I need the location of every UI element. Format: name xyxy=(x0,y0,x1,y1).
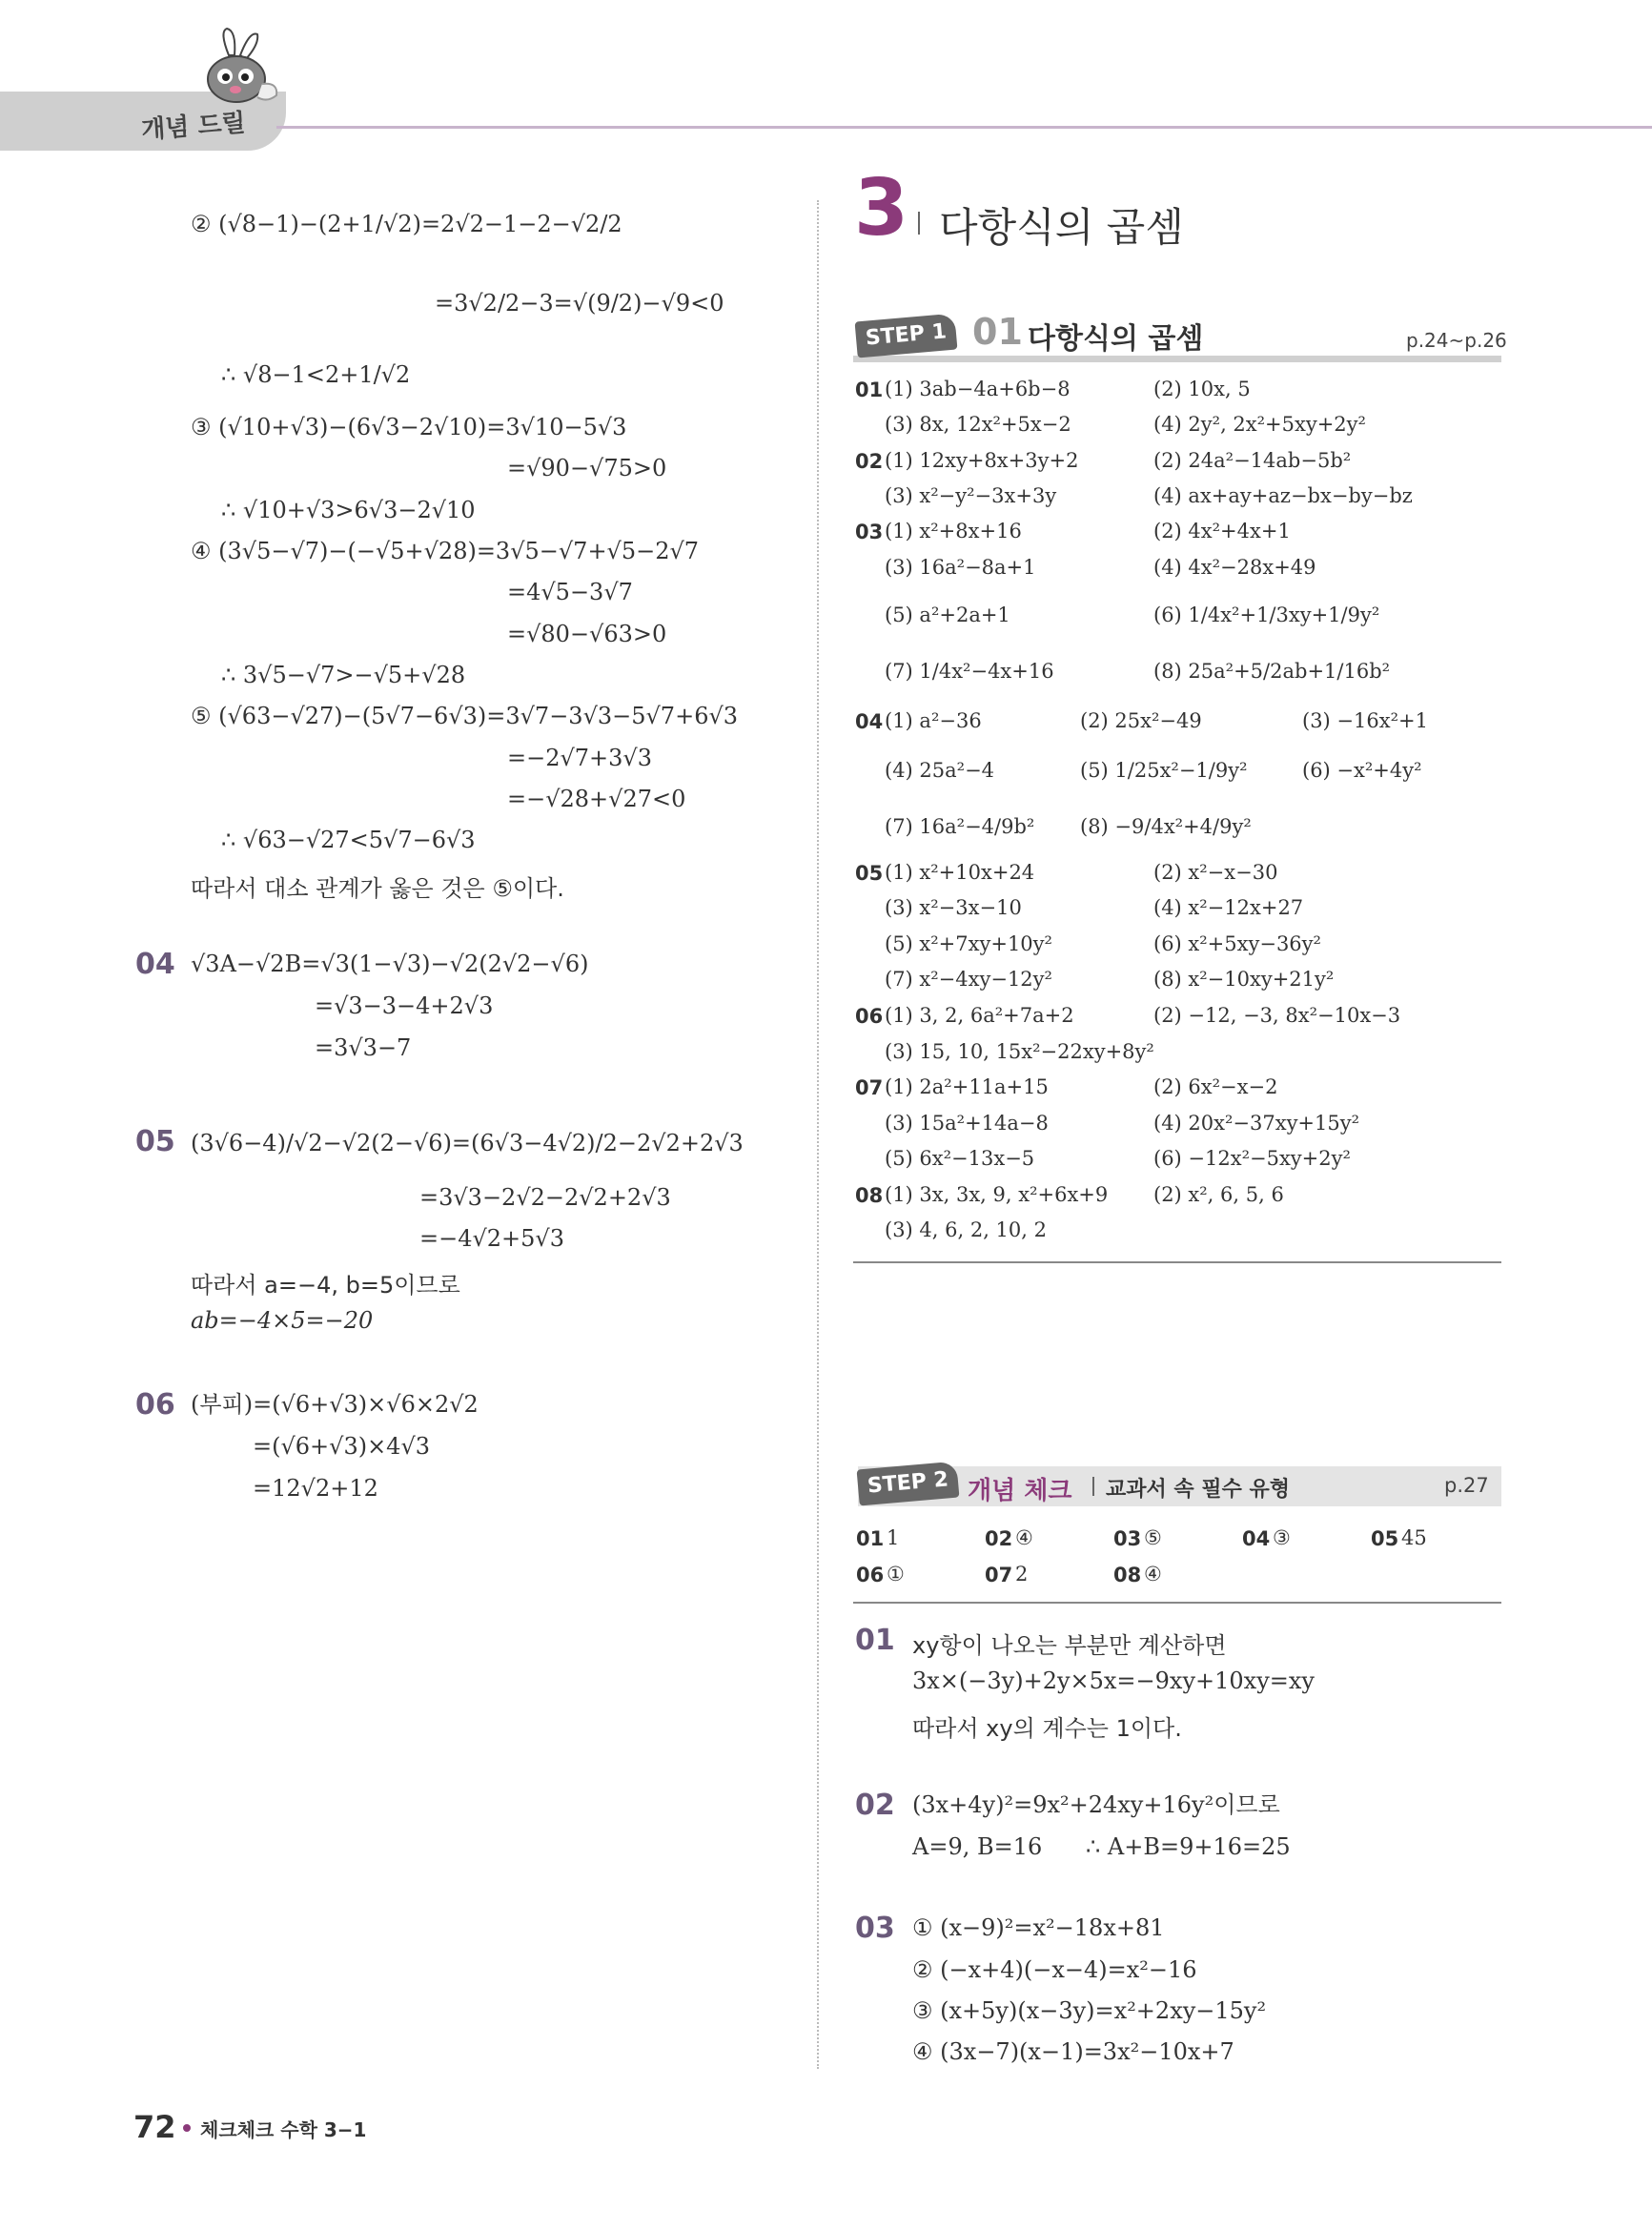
q03-line-12: =−2√7+3√3 xyxy=(507,745,652,771)
q03-line-3: ∴ √8−1<2+1/√2 xyxy=(221,361,411,388)
r03-number: 03 xyxy=(855,1912,895,1945)
q03-line-2: =3√2/2−3=√(9/2)−√9<0 xyxy=(435,290,724,317)
header-rule xyxy=(276,126,1652,129)
r02-line-2: A=9, B=16 ∴ A+B=9+16=25 xyxy=(912,1833,1291,1860)
step2-separator xyxy=(1092,1477,1094,1496)
answer-item: (1) x²+10x+24 xyxy=(885,861,1035,884)
answer-item: (7) 1/4x²−4x+16 xyxy=(885,660,1054,683)
step1-number: 01 xyxy=(972,311,1023,353)
q04-line-1: √3A−√2B=√3(1−√3)−√2(2√2−√6) xyxy=(191,951,589,977)
page-number: 72 xyxy=(133,2109,176,2145)
r03-line-2: ② (−x+4)(−x−4)=x²−16 xyxy=(912,1956,1197,1983)
answer-item: (2) 24a²−14ab−5b² xyxy=(1153,449,1352,472)
answer-item: (7) 16a²−4/9b² xyxy=(885,815,1035,838)
step1-underline xyxy=(853,356,1501,362)
step2-title: 개념 체크 xyxy=(968,1477,1072,1505)
step1-badge: STEP 1 xyxy=(855,313,958,358)
quick-val: ③ xyxy=(1273,1526,1291,1549)
q03-line-10: ∴ 3√5−√7>−√5+√28 xyxy=(221,662,466,688)
answer-item: (4) 2y², 2x²+5xy+2y² xyxy=(1153,413,1366,436)
answer-num: 05 xyxy=(855,862,884,885)
q03-line-4: ③ (√10+√3)−(6√3−2√10)=3√10−5√3 xyxy=(191,414,627,440)
r01-line-1: xy항이 나오는 부분만 계산하면 xyxy=(912,1632,1227,1659)
answer-item: (1) 3ab−4a+6b−8 xyxy=(885,378,1071,400)
answer-num: 04 xyxy=(855,710,884,733)
r02-line-1: (3x+4y)²=9x²+24xy+16y²이므로 xyxy=(912,1791,1280,1818)
q03-conclusion: 따라서 대소 관계가 옳은 것은 ⑤이다. xyxy=(191,875,564,902)
q04-line-2: =√3−3−4+2√3 xyxy=(315,992,494,1019)
quick-num: 08 xyxy=(1113,1564,1142,1586)
q06-line-2: =(√6+√3)×4√3 xyxy=(253,1433,431,1460)
quick-val: ④ xyxy=(1144,1563,1162,1586)
answers-bottom-rule xyxy=(853,1261,1501,1263)
q05-text-1: 따라서 a=−4, b=5이므로 xyxy=(191,1272,460,1299)
book-title: 체크체크 수학 3−1 xyxy=(200,2118,367,2141)
quick-val: 1 xyxy=(887,1526,900,1549)
answer-item: (4) x²−12x+27 xyxy=(1153,896,1304,919)
answer-item: (2) 4x²+4x+1 xyxy=(1153,520,1291,542)
q03-line-11: ⑤ (√63−√27)−(5√7−6√3)=3√7−3√3−5√7+6√3 xyxy=(191,703,739,729)
step2-page: p.27 xyxy=(1444,1474,1489,1497)
r01-line-2: 3x×(−3y)+2y×5x=−9xy+10xy=xy xyxy=(912,1667,1315,1694)
q04-line-3: =3√3−7 xyxy=(315,1034,412,1061)
r03-line-1: ① (x−9)²=x²−18x+81 xyxy=(912,1914,1165,1941)
q04-number: 04 xyxy=(135,948,175,981)
answer-item: (4) 4x²−28x+49 xyxy=(1153,556,1316,579)
quick-num: 03 xyxy=(1113,1527,1142,1550)
answer-item: (3) 8x, 12x²+5x−2 xyxy=(885,413,1071,436)
q03-line-8: =4√5−3√7 xyxy=(507,579,633,605)
quick-num: 05 xyxy=(1371,1527,1399,1550)
chapter-number: 3 xyxy=(854,163,909,254)
r02-number: 02 xyxy=(855,1789,895,1822)
answer-item: (6) 1/4x²+1/3xy+1/9y² xyxy=(1153,604,1380,626)
answer-item: (6) −x²+4y² xyxy=(1302,759,1422,782)
header-tag: 개념 드릴 xyxy=(140,109,247,145)
answer-item: (3) x²−3x−10 xyxy=(885,896,1022,919)
answer-item: (8) x²−10xy+21y² xyxy=(1153,968,1335,991)
quick-num: 02 xyxy=(985,1527,1013,1550)
quick-num: 07 xyxy=(985,1564,1013,1586)
footer-bullet-icon xyxy=(183,2124,191,2132)
answer-item: (1) 2a²+11a+15 xyxy=(885,1075,1049,1098)
answer-item: (3) 4, 6, 2, 10, 2 xyxy=(885,1218,1047,1241)
answer-item: (4) 25a²−4 xyxy=(885,759,995,782)
r03-line-4: ④ (3x−7)(x−1)=3x²−10x+7 xyxy=(912,2038,1234,2065)
answer-item: (6) −12x²−5xy+2y² xyxy=(1153,1147,1351,1170)
answer-item: (1) 3, 2, 6a²+7a+2 xyxy=(885,1004,1074,1027)
answer-num: 03 xyxy=(855,521,884,543)
answer-item: (8) −9/4x²+4/9y² xyxy=(1080,815,1252,838)
chapter-title: 다항식의 곱셈 xyxy=(939,204,1184,251)
answer-item: (1) a²−36 xyxy=(885,709,982,732)
r01-line-3: 따라서 xy의 계수는 1이다. xyxy=(912,1715,1182,1742)
q05-number: 05 xyxy=(135,1125,175,1158)
answer-num: 06 xyxy=(855,1005,884,1028)
quick-val: ⑤ xyxy=(1144,1526,1162,1549)
answer-item: (2) 10x, 5 xyxy=(1153,378,1251,400)
answer-item: (1) 12xy+8x+3y+2 xyxy=(885,449,1079,472)
step2-badge: STEP 2 xyxy=(857,1461,960,1505)
answer-item: (4) 20x²−37xy+15y² xyxy=(1153,1112,1360,1135)
q06-number: 06 xyxy=(135,1388,175,1422)
column-divider xyxy=(817,200,819,2069)
answer-item: (3) 16a²−8a+1 xyxy=(885,556,1036,579)
mascot-icon xyxy=(191,27,281,109)
step1-title: 다항식의 곱셈 xyxy=(1028,322,1204,356)
answer-item: (2) 6x²−x−2 xyxy=(1153,1075,1278,1098)
answer-item: (3) −16x²+1 xyxy=(1302,709,1428,732)
quick-val: ④ xyxy=(1015,1526,1033,1549)
quick-val: 2 xyxy=(1015,1563,1029,1586)
q03-line-9: =√80−√63>0 xyxy=(507,621,667,647)
q06-line-1: (부피)=(√6+√3)×√6×2√2 xyxy=(191,1391,479,1418)
answer-item: (2) x², 6, 5, 6 xyxy=(1153,1183,1284,1206)
answer-item: (2) 25x²−49 xyxy=(1080,709,1202,732)
q05-line-3: =−4√2+5√3 xyxy=(419,1225,564,1252)
quick-val: 45 xyxy=(1401,1526,1427,1549)
q03-line-1: ② (√8−1)−(2+1/√2)=2√2−1−2−√2/2 xyxy=(191,211,622,237)
step1-pages: p.24~p.26 xyxy=(1406,329,1507,352)
quick-num: 01 xyxy=(856,1527,885,1550)
q06-line-3: =12√2+12 xyxy=(253,1475,378,1502)
step2-subtitle: 교과서 속 필수 유형 xyxy=(1106,1478,1290,1502)
answer-num: 01 xyxy=(855,378,884,401)
answer-item: (7) x²−4xy−12y² xyxy=(885,968,1052,991)
q03-line-13: =−√28+√27<0 xyxy=(507,786,686,812)
quick-bottom-rule xyxy=(853,1602,1501,1604)
answer-item: (1) 3x, 3x, 9, x²+6x+9 xyxy=(885,1183,1109,1206)
answer-item: (6) x²+5xy−36y² xyxy=(1153,932,1321,955)
answer-item: (3) 15, 10, 15x²−22xy+8y² xyxy=(885,1040,1154,1063)
answer-num: 02 xyxy=(855,450,884,473)
answer-item: (2) −12, −3, 8x²−10x−3 xyxy=(1153,1004,1401,1027)
answer-item: (2) x²−x−30 xyxy=(1153,861,1278,884)
answer-num: 08 xyxy=(855,1184,884,1207)
q03-line-5: =√90−√75>0 xyxy=(507,455,667,481)
answer-item: (5) 1/25x²−1/9y² xyxy=(1080,759,1248,782)
q03-line-7: ④ (3√5−√7)−(−√5+√28)=3√5−√7+√5−2√7 xyxy=(191,538,700,564)
quick-num: 06 xyxy=(856,1564,885,1586)
answer-item: (8) 25a²+5/2ab+1/16b² xyxy=(1153,660,1391,683)
answer-item: (5) 6x²−13x−5 xyxy=(885,1147,1035,1170)
q05-text-2: ab=−4×5=−20 xyxy=(191,1307,374,1334)
q05-line-1: (3√6−4)/√2−√2(2−√6)=(6√3−4√2)/2−2√2+2√3 xyxy=(191,1130,744,1156)
q05-line-2: =3√3−2√2−2√2+2√3 xyxy=(419,1184,671,1211)
answer-item: (4) ax+ay+az−bx−by−bz xyxy=(1153,484,1413,507)
answer-item: (5) x²+7xy+10y² xyxy=(885,932,1052,955)
quick-val: ① xyxy=(887,1563,905,1586)
q03-line-14: ∴ √63−√27<5√7−6√3 xyxy=(221,827,476,853)
q03-line-6: ∴ √10+√3>6√3−2√10 xyxy=(221,497,476,523)
r03-line-3: ③ (x+5y)(x−3y)=x²+2xy−15y² xyxy=(912,1997,1267,2024)
r01-number: 01 xyxy=(855,1624,895,1657)
answer-item: (3) 15a²+14a−8 xyxy=(885,1112,1049,1135)
quick-num: 04 xyxy=(1242,1527,1271,1550)
answer-item: (5) a²+2a+1 xyxy=(885,604,1010,626)
answer-num: 07 xyxy=(855,1076,884,1099)
chapter-separator xyxy=(918,212,920,235)
answer-item: (3) x²−y²−3x+3y xyxy=(885,484,1057,507)
answer-item: (1) x²+8x+16 xyxy=(885,520,1022,542)
